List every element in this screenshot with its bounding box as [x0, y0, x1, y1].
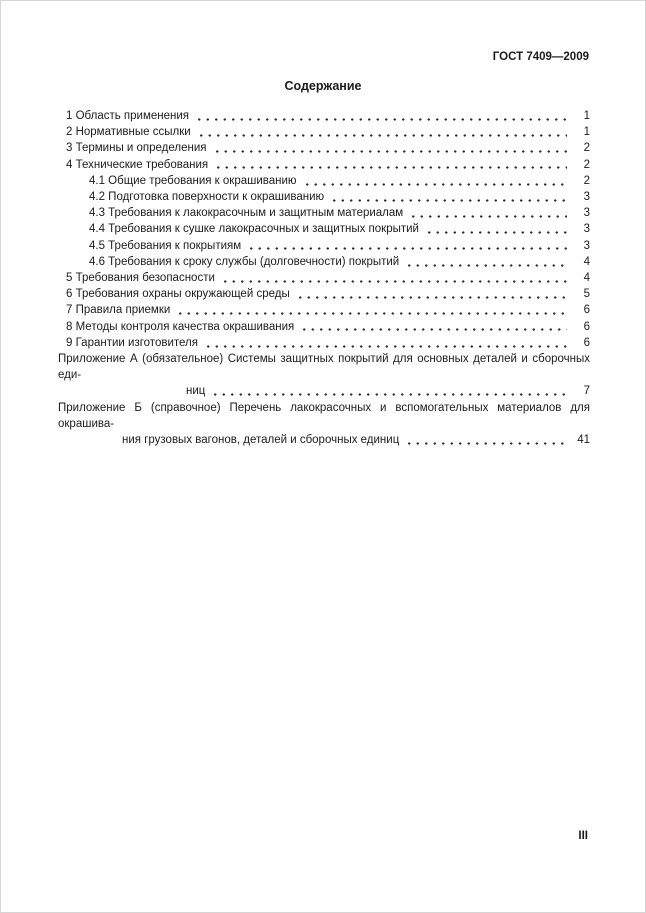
page-title: Содержание [284, 79, 362, 93]
toc-entry-page: 6 [583, 320, 590, 333]
dot-leader [425, 221, 567, 237]
toc-entry [58, 205, 590, 221]
toc-entry-label: 4.3 Требования к лакокрасочным и защитным материалам [89, 207, 404, 220]
dot-leader [204, 335, 567, 351]
toc-entry-page: 6 [583, 304, 590, 317]
toc-entry-label: 4.1 Общие требования к окрашиванию [89, 174, 297, 187]
toc-entry-page: 7 [583, 385, 590, 398]
toc-entry-label-line2: ния грузовых вагонов, деталей и сборочных единиц [122, 434, 400, 447]
toc-entry-label: 9 Гарантии изготовителя [66, 336, 198, 349]
toc-entry-page: 4 [583, 255, 590, 268]
toc-entry-page: 3 [583, 239, 590, 252]
toc-entry-label-line1: Приложение А (обязательное) Системы защитных покрытий для основных деталей и сборочных еди- [58, 353, 590, 382]
toc-entry [58, 173, 590, 189]
toc-entry-label: 4.6 Требования к сроку службы (долговечности) покрытий [89, 255, 400, 268]
folio-page-number: III [578, 830, 588, 842]
toc-entry-continuation [58, 432, 590, 448]
toc-entry-label: 4.5 Требования к покрытиям [89, 239, 242, 252]
toc-entry-label: 5 Требования безопасности [66, 272, 215, 285]
toc-entry [58, 108, 590, 124]
dot-leader [221, 270, 567, 286]
dot-leader [405, 432, 567, 448]
dot-leader [211, 383, 567, 399]
doc-number: ГОСТ 7409—2009 [492, 51, 589, 63]
toc-entry-page: 3 [583, 191, 590, 204]
dot-leader [330, 189, 567, 205]
toc-entry-page: 1 [583, 110, 590, 122]
toc-entry [58, 189, 590, 205]
dot-leader [197, 124, 567, 140]
toc-entry-page: 2 [583, 142, 590, 155]
toc-entry-page: 1 [583, 126, 590, 139]
toc-entry-page: 2 [583, 174, 590, 187]
toc-entry-page: 4 [583, 272, 590, 285]
toc-entry [58, 319, 590, 335]
toc-entry-label: 2 Нормативные ссылки [66, 126, 191, 139]
toc-entry [58, 286, 590, 302]
toc-entry-label: 4.2 Подготовка поверхности к окрашиванию [89, 191, 325, 204]
dot-leader [214, 157, 567, 173]
toc-entry-label: 1 Область применения [66, 110, 190, 122]
dot-leader [405, 254, 567, 270]
toc-entry-label: 8 Методы контроля качества окрашивания [66, 320, 295, 333]
dot-leader [409, 205, 567, 221]
toc-entry-label-line2: ниц [186, 385, 206, 398]
toc-entry [58, 270, 590, 286]
toc-entry [58, 140, 590, 156]
toc-entry-page: 41 [577, 434, 590, 447]
dot-leader [176, 302, 567, 318]
toc-entry-label: 4.4 Требования к сушке лакокрасочных и защитных покрытий [89, 223, 419, 236]
table-of-contents [58, 108, 590, 448]
dot-leader [303, 173, 567, 189]
toc-entry [58, 335, 590, 351]
toc-entry-continuation [58, 383, 590, 399]
toc-entry-page: 3 [583, 207, 590, 220]
dot-leader [247, 238, 567, 254]
toc-entry [58, 157, 590, 173]
dot-leader [296, 286, 567, 302]
toc-entry [58, 302, 590, 318]
toc-entry-label: 3 Термины и определения [66, 142, 207, 155]
toc-entry-appendix-a [58, 351, 590, 400]
dot-leader [213, 140, 567, 156]
toc-entry [58, 124, 590, 140]
toc-entry-label: 7 Правила приемки [66, 304, 171, 317]
toc-entry [58, 254, 590, 270]
toc-entry-page: 2 [583, 158, 590, 171]
dot-leader [300, 319, 567, 335]
toc-entry [58, 238, 590, 254]
toc-entry-appendix-b [58, 400, 590, 449]
toc-entry-label-line1: Приложение Б (справочное) Перечень лакокрасочных и вспомогательных материалов для окрашива- [58, 401, 590, 430]
dot-leader [195, 108, 567, 124]
toc-entry-page: 3 [583, 223, 590, 236]
toc-entry-page: 5 [583, 288, 590, 301]
toc-entry-label: 6 Требования охраны окружающей среды [66, 288, 290, 301]
toc-entry-page: 6 [583, 336, 590, 349]
toc-entry [58, 221, 590, 237]
toc-entry-label: 4 Технические требования [66, 158, 209, 171]
